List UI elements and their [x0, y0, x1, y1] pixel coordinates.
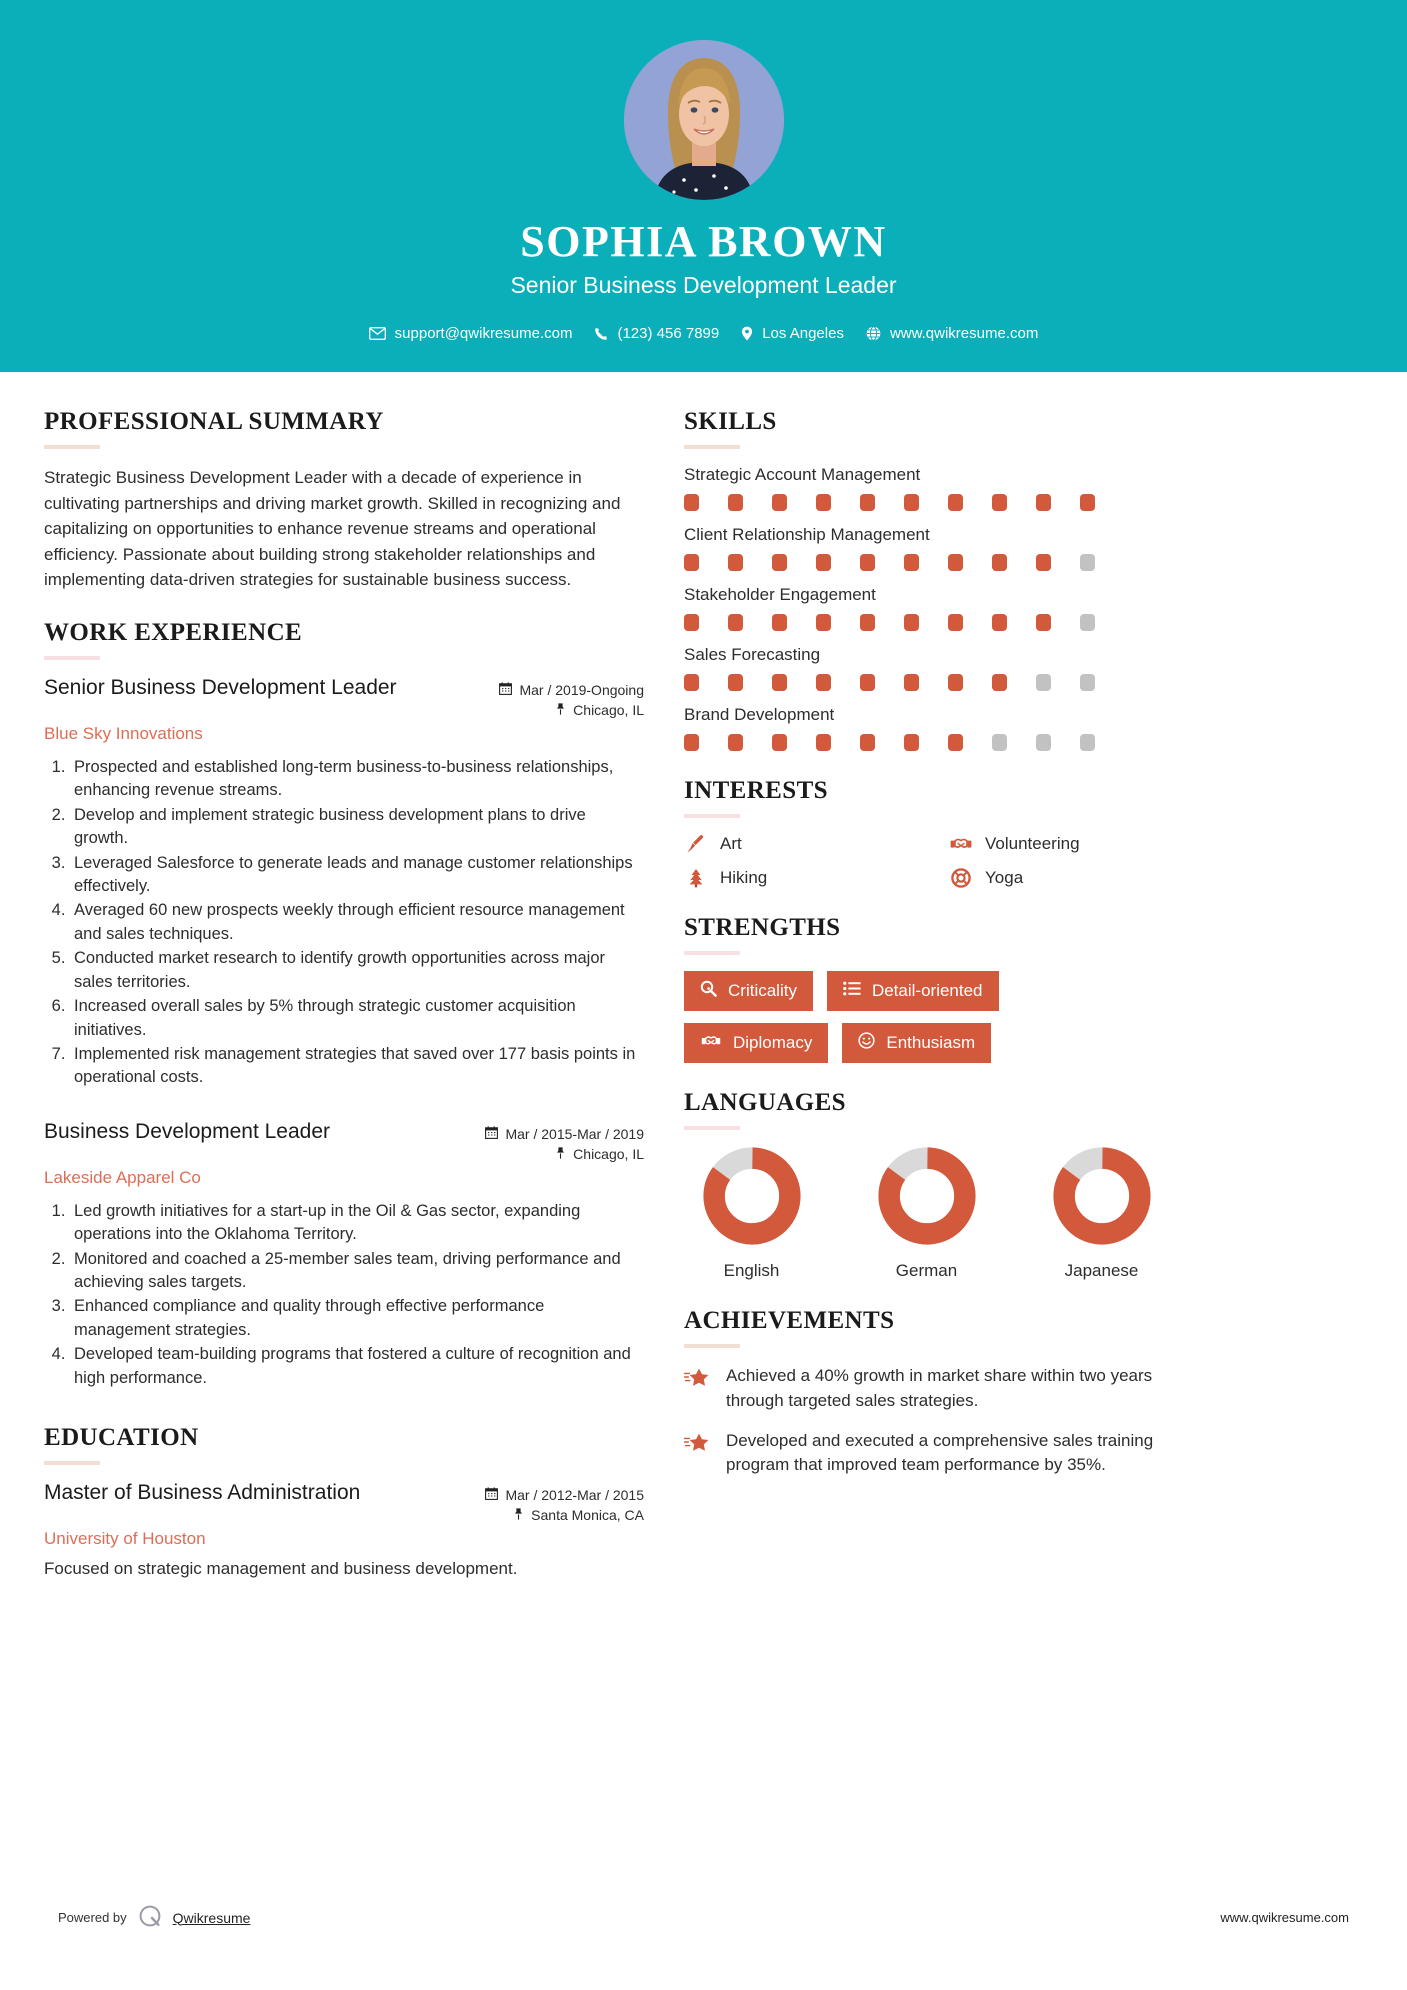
skill-dot: [992, 674, 1007, 691]
achievement-item: [684, 1364, 1204, 1412]
language-item: [684, 1146, 819, 1281]
language-item: [859, 1146, 994, 1281]
skill-dot: [948, 734, 963, 751]
skill-dot: [904, 734, 919, 751]
summary-heading: PROFESSIONAL SUMMARY: [44, 408, 384, 436]
strength-chip-detail-oriented[interactable]: [827, 971, 999, 1011]
list-item: 7. Implemented risk management strategies that saved over 177 basis points in operational costs.: [70, 1043, 644, 1090]
skill-dot: [1036, 494, 1051, 511]
skill-rating: [684, 554, 1204, 571]
section-achievements: [684, 1307, 1204, 1477]
skill-dot: [860, 494, 875, 511]
skill-label: Strategic Account Management: [684, 465, 921, 485]
list-item: 1. Led growth initiatives for a start-up in the Oil & Gas sector, expanding operations into the Oklahoma Territory.: [70, 1200, 644, 1247]
section-professional-summary: [44, 408, 644, 593]
skill-dot: [772, 734, 787, 751]
qwikresume-logo-icon: [137, 1903, 163, 1932]
skills-heading: SKILLS: [684, 408, 777, 436]
skill-item: [684, 585, 1204, 631]
skill-dot: [728, 734, 743, 751]
experience-meta: [499, 676, 644, 722]
language-donut-chart: [702, 1146, 802, 1246]
education-institution: University of Houston: [44, 1529, 206, 1549]
skill-dot: [1080, 614, 1095, 631]
achievement-item: [684, 1429, 1204, 1477]
handshake-icon: [949, 835, 973, 853]
skill-dot: [992, 614, 1007, 631]
skill-dot: [816, 614, 831, 631]
strength-label: Diplomacy: [733, 1033, 813, 1053]
list-item: 5. Conducted market research to identify growth opportunities across major sales territories.: [70, 947, 644, 994]
experience-location: Chicago, IL: [573, 701, 644, 718]
skill-dot: [860, 554, 875, 571]
footer-powered-label: Powered by: [58, 1910, 127, 1925]
skill-dot: [1080, 674, 1095, 691]
education-entry: [44, 1481, 644, 1582]
experience-location: Chicago, IL: [573, 1145, 644, 1162]
interests-heading: INTERESTS: [684, 777, 828, 805]
skill-dot: [860, 674, 875, 691]
interest-label: Hiking: [720, 868, 768, 888]
education-heading: EDUCATION: [44, 1424, 199, 1452]
experience-entry: [44, 676, 644, 1090]
education-entry-header: [44, 1481, 644, 1527]
education-meta: [485, 1481, 644, 1527]
globe-icon: [866, 326, 881, 341]
skill-dot: [948, 674, 963, 691]
contact-location-text: Los Angeles: [762, 325, 844, 343]
list-item: 3. Enhanced compliance and quality through effective performance management strategies.: [70, 1295, 644, 1342]
skill-dot: [1036, 554, 1051, 571]
section-divider: [684, 1344, 740, 1348]
contact-email-text: support@qwikresume.com: [394, 325, 573, 343]
footer: [0, 1903, 1407, 1932]
phone-icon: [594, 327, 608, 341]
strength-label: Detail-oriented: [871, 981, 983, 1001]
strengths-heading: STRENGTHS: [684, 914, 841, 942]
interest-item: [684, 868, 939, 888]
language-donut-chart: [877, 1146, 977, 1246]
skill-dot: [816, 494, 831, 511]
skill-dot: [816, 554, 831, 571]
contact-email[interactable]: [369, 325, 573, 342]
experience-entry: [44, 1120, 644, 1390]
education-dates-row: [485, 1487, 644, 1503]
experience-dates: Mar / 2015-Mar / 2019: [505, 1125, 644, 1142]
avatar-photo: [624, 40, 784, 200]
section-interests: [684, 777, 1204, 888]
skill-dot: [992, 734, 1007, 751]
experience-organization: Lakeside Apparel Co: [44, 1167, 201, 1187]
skill-rating: [684, 494, 1204, 511]
interest-item: [949, 834, 1204, 854]
left-column: [44, 408, 644, 1607]
skill-dot: [816, 734, 831, 751]
pin-icon: [513, 1507, 524, 1523]
language-donut-chart: [1052, 1146, 1152, 1246]
skill-dot: [684, 494, 699, 511]
contact-row: [0, 325, 1407, 342]
section-divider: [44, 656, 100, 660]
list-item: 1. Prospected and established long-term business-to-business relationships, enhancing revenue streams.: [70, 756, 644, 803]
calendar-icon: [499, 682, 512, 698]
paintbrush-icon: [684, 834, 708, 854]
languages-heading: LANGUAGES: [684, 1089, 846, 1117]
strengths-row: [684, 971, 1204, 1011]
skill-dot: [904, 554, 919, 571]
section-divider: [684, 445, 740, 449]
headline-job-title: Senior Business Development Leader: [510, 272, 897, 299]
achievement-text: Achieved a 40% growth in market share within two years through targeted sales strategies.: [726, 1366, 1153, 1410]
strengths-row: [684, 1023, 1204, 1063]
skill-dot: [684, 614, 699, 631]
list-icon: [843, 981, 861, 1001]
pin-icon: [555, 1146, 566, 1162]
magnifier-icon: [700, 980, 717, 1002]
experience-dates-row: [485, 1126, 644, 1142]
section-divider: [684, 951, 740, 955]
education-dates: Mar / 2012-Mar / 2015: [505, 1487, 644, 1504]
contact-phone-text: (123) 456 7899: [617, 325, 720, 343]
experience-heading: WORK EXPERIENCE: [44, 618, 303, 646]
contact-website-text: www.qwikresume.com: [889, 325, 1039, 343]
experience-dates: Mar / 2019-Ongoing: [519, 681, 644, 698]
skill-item: [684, 705, 1204, 751]
education-degree: Master of Business Administration: [44, 1481, 361, 1505]
experience-organization: Blue Sky Innovations: [44, 723, 203, 743]
smiley-icon: [858, 1032, 875, 1054]
language-label: English: [723, 1261, 780, 1281]
strength-chip-diplomacy[interactable]: [684, 1023, 828, 1063]
resume-header: [0, 0, 1407, 372]
skill-item: [684, 525, 1204, 571]
skill-dot: [904, 494, 919, 511]
tree-icon: [684, 868, 708, 888]
skill-rating: [684, 734, 1204, 751]
footer-brand-link[interactable]: Qwikresume: [172, 1909, 251, 1926]
experience-entry-header: [44, 676, 644, 722]
section-education: [44, 1424, 644, 1582]
lifebuoy-icon: [949, 868, 973, 888]
list-item: 3. Leveraged Salesforce to generate leads and manage customer relationships effectively.: [70, 852, 644, 899]
skill-dot: [992, 554, 1007, 571]
skill-dot: [948, 614, 963, 631]
list-item: 2. Develop and implement strategic business development plans to drive growth.: [70, 804, 644, 851]
interest-label: Yoga: [985, 868, 1024, 888]
skill-dot: [1080, 554, 1095, 571]
skill-dot: [1036, 614, 1051, 631]
skill-item: [684, 465, 1204, 511]
experience-bullet-list: [70, 756, 644, 1090]
experience-role: Senior Business Development Leader: [44, 675, 397, 699]
skill-dot: [728, 674, 743, 691]
skill-rating: [684, 674, 1204, 691]
resume-body: [0, 372, 1407, 1607]
strength-label: Enthusiasm: [886, 1033, 976, 1053]
experience-meta: [485, 1120, 644, 1166]
interest-item: [949, 868, 1204, 888]
skill-dot: [904, 674, 919, 691]
skill-dot: [684, 554, 699, 571]
experience-location-row: [485, 1146, 644, 1162]
skill-rating: [684, 614, 1204, 631]
contact-phone[interactable]: [594, 325, 719, 342]
skill-dot: [728, 614, 743, 631]
page-title: SOPHIA BROWN: [520, 217, 887, 266]
skill-dot: [948, 494, 963, 511]
achievement-text: Developed and executed a comprehensive sales training program that improved team performance by 35%.: [726, 1430, 1154, 1474]
language-label: German: [895, 1261, 958, 1281]
section-skills: [684, 408, 1204, 751]
skill-dot: [948, 554, 963, 571]
skill-item: [684, 645, 1204, 691]
interest-item: [684, 834, 939, 854]
experience-bullet-list: [70, 1200, 644, 1390]
education-location: Santa Monica, CA: [531, 1507, 644, 1524]
skill-dot: [1080, 494, 1095, 511]
calendar-icon: [485, 1487, 498, 1503]
languages-chart-row: [684, 1146, 1204, 1281]
experience-location-row: [499, 702, 644, 718]
contact-location[interactable]: [741, 325, 844, 342]
skill-label: Sales Forecasting: [684, 645, 821, 665]
section-divider: [44, 1461, 100, 1465]
section-divider: [44, 445, 100, 449]
skill-dot: [772, 494, 787, 511]
skill-dot: [772, 614, 787, 631]
section-languages: [684, 1089, 1204, 1281]
skill-dot: [1036, 734, 1051, 751]
section-work-experience: [44, 619, 644, 1390]
strength-label: Criticality: [728, 981, 797, 1001]
skill-dot: [860, 734, 875, 751]
section-divider: [684, 1126, 740, 1130]
skill-dot: [1080, 734, 1095, 751]
skill-dot: [1036, 674, 1051, 691]
skill-dot: [728, 494, 743, 511]
summary-text: Strategic Business Development Leader with a decade of experience in cultivating partnerships and driving market growth. Skilled in recognizing and capitalizing on opportunities to enhance revenue streams and operational efficiency. Passionate about building strong stakeholder relationships and implementing data-driven strategies for sustainable business success.: [44, 468, 621, 590]
footer-website[interactable]: www.qwikresume.com: [1220, 1910, 1349, 1925]
handshake-icon: [700, 1033, 722, 1054]
strength-chip-criticality[interactable]: [684, 971, 813, 1011]
skill-dot: [816, 674, 831, 691]
skill-label: Brand Development: [684, 705, 835, 725]
skill-dot: [772, 554, 787, 571]
mail-icon: [369, 327, 386, 340]
skill-dot: [728, 554, 743, 571]
calendar-icon: [485, 1126, 498, 1142]
footer-powered-by: [58, 1903, 250, 1932]
interests-grid: [684, 834, 1204, 888]
contact-website[interactable]: [866, 325, 1038, 342]
interest-label: Art: [720, 834, 742, 854]
list-item: 4. Averaged 60 new prospects weekly through efficient resource management and sales techniques.: [70, 899, 644, 946]
strengths-list: [684, 971, 1204, 1063]
list-item: 2. Monitored and coached a 25-member sales team, driving performance and achieving sales targets.: [70, 1248, 644, 1295]
section-strengths: [684, 914, 1204, 1063]
language-label: Japanese: [1064, 1261, 1139, 1281]
shooting-star-icon: [684, 1364, 712, 1394]
education-description: Focused on strategic management and business development.: [44, 1559, 518, 1579]
achievements-heading: ACHIEVEMENTS: [684, 1307, 895, 1335]
language-item: [1034, 1146, 1169, 1281]
pin-icon: [555, 702, 566, 718]
interest-label: Volunteering: [985, 834, 1080, 854]
experience-dates-row: [499, 682, 644, 698]
strength-chip-enthusiasm[interactable]: [842, 1023, 991, 1063]
skill-dot: [684, 674, 699, 691]
right-column: [674, 408, 1204, 1607]
skill-dot: [904, 614, 919, 631]
section-divider: [684, 814, 740, 818]
location-pin-icon: [741, 326, 753, 341]
list-item: 6. Increased overall sales by 5% through strategic customer acquisition initiatives.: [70, 995, 644, 1042]
skill-dot: [772, 674, 787, 691]
skill-label: Stakeholder Engagement: [684, 585, 876, 605]
skill-dot: [992, 494, 1007, 511]
list-item: 4. Developed team-building programs that fostered a culture of recognition and high performance.: [70, 1343, 644, 1390]
experience-role: Business Development Leader: [44, 1119, 331, 1143]
skill-label: Client Relationship Management: [684, 525, 930, 545]
shooting-star-icon: [684, 1429, 712, 1459]
skill-dot: [860, 614, 875, 631]
education-location-row: [485, 1507, 644, 1523]
experience-entry-header: [44, 1120, 644, 1166]
skill-dot: [684, 734, 699, 751]
avatar: [624, 40, 784, 200]
